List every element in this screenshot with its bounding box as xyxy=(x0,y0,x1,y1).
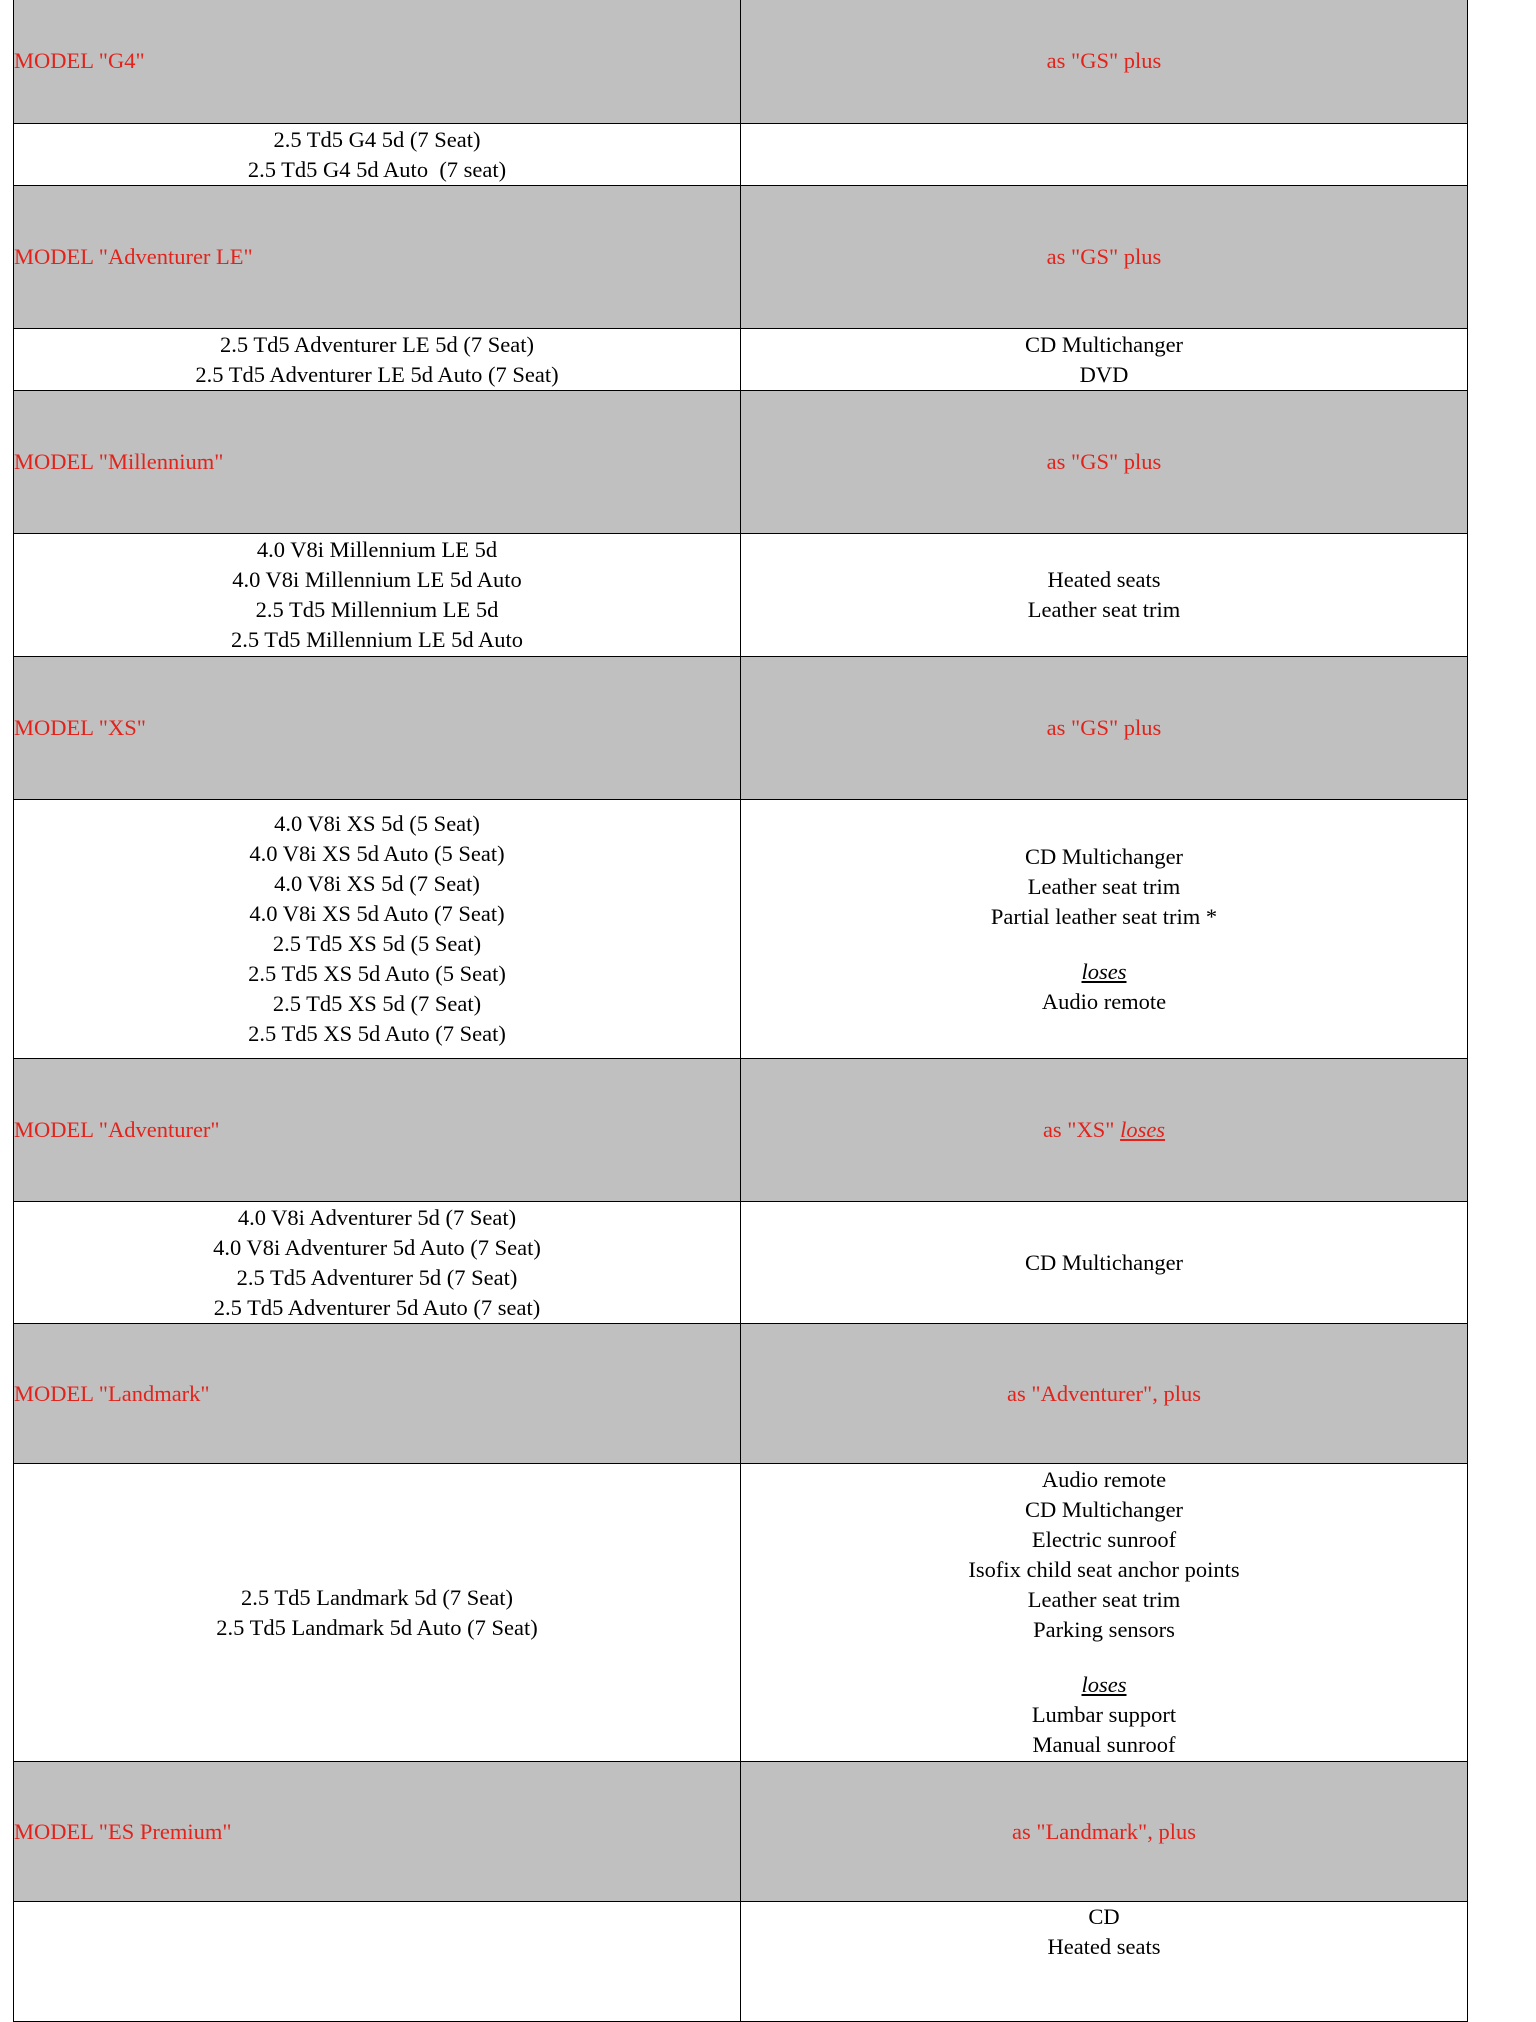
variant-item: 4.0 V8i Adventurer 5d Auto (7 Seat) xyxy=(213,1234,541,1260)
feature-item: CD Multichanger xyxy=(1024,1497,1184,1522)
model-base-desc: as "GS" plus xyxy=(741,657,1468,800)
feature-item: CD Multichanger xyxy=(1024,843,1184,869)
model-header-row xyxy=(14,1324,1468,1464)
variant-item: 2.5 Td5 Millennium LE 5d xyxy=(255,597,499,622)
variant-item: 2.5 Td5 XS 5d Auto (7 Seat) xyxy=(248,1021,506,1046)
variant-list xyxy=(14,1902,741,2022)
spacer xyxy=(741,1645,1467,1670)
feature-item: Leather seat trim xyxy=(1027,597,1181,622)
model-base-desc xyxy=(741,1059,1468,1202)
model-detail-row xyxy=(14,329,1468,391)
feature-list xyxy=(741,329,1468,391)
variant-item: 2.5 Td5 XS 5d Auto (5 Seat) xyxy=(248,961,506,986)
lost-feature-item: Manual sunroof xyxy=(1032,1732,1176,1757)
feature-list xyxy=(741,534,1468,657)
model-detail-row xyxy=(14,1902,1468,2022)
variant-item: 2.5 Td5 G4 5d Auto (7 seat) xyxy=(247,156,507,182)
variant-item: 2.5 Td5 Millennium LE 5d Auto xyxy=(230,627,524,652)
feature-item: DVD xyxy=(1079,361,1129,387)
feature-item: CD Multichanger xyxy=(1024,331,1184,357)
model-name: MODEL "G4" xyxy=(14,0,741,124)
model-name: MODEL "XS" xyxy=(14,657,741,800)
model-detail-row xyxy=(14,1202,1468,1324)
variant-list xyxy=(14,534,741,657)
model-spec-table xyxy=(13,0,1468,2022)
feature-list xyxy=(741,1202,1468,1324)
model-header-row xyxy=(14,1762,1468,1902)
variant-item: 4.0 V8i XS 5d Auto (5 Seat) xyxy=(249,841,505,866)
feature-item: Parking sensors xyxy=(1033,1617,1175,1642)
feature-item: Leather seat trim xyxy=(1027,1587,1181,1612)
model-name: MODEL "Adventurer" xyxy=(14,1059,741,1202)
feature-item: Audio remote xyxy=(1041,1467,1167,1492)
model-detail-row xyxy=(14,534,1468,657)
model-header-row xyxy=(14,1059,1468,1202)
model-header-row xyxy=(14,0,1468,124)
model-detail-row xyxy=(14,800,1468,1059)
feature-list xyxy=(741,1902,1468,2022)
model-detail-row xyxy=(14,124,1468,186)
variant-item: 2.5 Td5 Landmark 5d Auto (7 Seat) xyxy=(216,1614,538,1640)
variant-item: 4.0 V8i XS 5d (7 Seat) xyxy=(274,871,480,896)
model-base-desc-loses: loses xyxy=(1120,1117,1166,1142)
variant-item: 4.0 V8i Millennium LE 5d Auto xyxy=(232,567,522,592)
variant-item: 2.5 Td5 G4 5d (7 Seat) xyxy=(273,126,481,152)
variant-list xyxy=(14,1202,741,1324)
model-base-desc-text: as "XS" xyxy=(1042,1117,1121,1142)
feature-list xyxy=(741,1464,1468,1762)
model-name: MODEL "Landmark" xyxy=(14,1324,741,1464)
loses-label: loses xyxy=(1081,1672,1127,1697)
feature-item: CD Multichanger xyxy=(1024,1249,1184,1275)
feature-list xyxy=(741,800,1468,1059)
lost-feature-item: Lumbar support xyxy=(1031,1702,1177,1727)
model-name: MODEL "Adventurer LE" xyxy=(14,186,741,329)
variant-item: 2.5 Td5 XS 5d (5 Seat) xyxy=(272,931,482,956)
variant-item: 2.5 Td5 Adventurer 5d (7 Seat) xyxy=(236,1264,518,1290)
variant-item: 4.0 V8i Adventurer 5d (7 Seat) xyxy=(237,1204,517,1230)
loses-label: loses xyxy=(1081,958,1127,984)
feature-item: Electric sunroof xyxy=(1031,1527,1177,1552)
feature-item: CD xyxy=(1088,1904,1120,1929)
model-base-desc: as "GS" plus xyxy=(741,391,1468,534)
variant-item: 4.0 V8i Millennium LE 5d xyxy=(256,537,498,562)
variant-item: 2.5 Td5 Adventurer 5d Auto (7 seat) xyxy=(213,1294,541,1320)
model-header-row xyxy=(14,186,1468,329)
feature-item: Heated seats xyxy=(1047,1934,1161,1959)
feature-item: Partial leather seat trim * xyxy=(990,903,1218,929)
feature-item: Leather seat trim xyxy=(1027,873,1181,899)
model-base-desc: as "Adventurer", plus xyxy=(741,1324,1468,1464)
model-header-row xyxy=(14,391,1468,534)
variant-list xyxy=(14,124,741,186)
variant-list xyxy=(14,329,741,391)
model-base-desc: as "GS" plus xyxy=(741,186,1468,329)
variant-list xyxy=(14,800,741,1059)
feature-item: Heated seats xyxy=(1047,567,1161,592)
model-detail-row xyxy=(14,1464,1468,1762)
model-base-desc: as "Landmark", plus xyxy=(741,1762,1468,1902)
variant-item: 4.0 V8i XS 5d Auto (7 Seat) xyxy=(249,901,505,926)
lost-feature-item: Audio remote xyxy=(1041,988,1167,1014)
variant-list xyxy=(14,1464,741,1762)
feature-item: Isofix child seat anchor points xyxy=(968,1557,1240,1582)
model-name: MODEL "Millennium" xyxy=(14,391,741,534)
feature-list xyxy=(741,124,1468,186)
spacer xyxy=(741,932,1467,957)
variant-item: 2.5 Td5 XS 5d (7 Seat) xyxy=(272,991,482,1016)
model-header-row xyxy=(14,657,1468,800)
variant-item: 2.5 Td5 Landmark 5d (7 Seat) xyxy=(240,1584,514,1610)
variant-item: 2.5 Td5 Adventurer LE 5d (7 Seat) xyxy=(220,331,534,357)
model-name: MODEL "ES Premium" xyxy=(14,1762,741,1902)
variant-item: 2.5 Td5 Adventurer LE 5d Auto (7 Seat) xyxy=(195,361,559,387)
model-base-desc: as "GS" plus xyxy=(741,0,1468,124)
variant-item: 4.0 V8i XS 5d (5 Seat) xyxy=(274,811,480,836)
